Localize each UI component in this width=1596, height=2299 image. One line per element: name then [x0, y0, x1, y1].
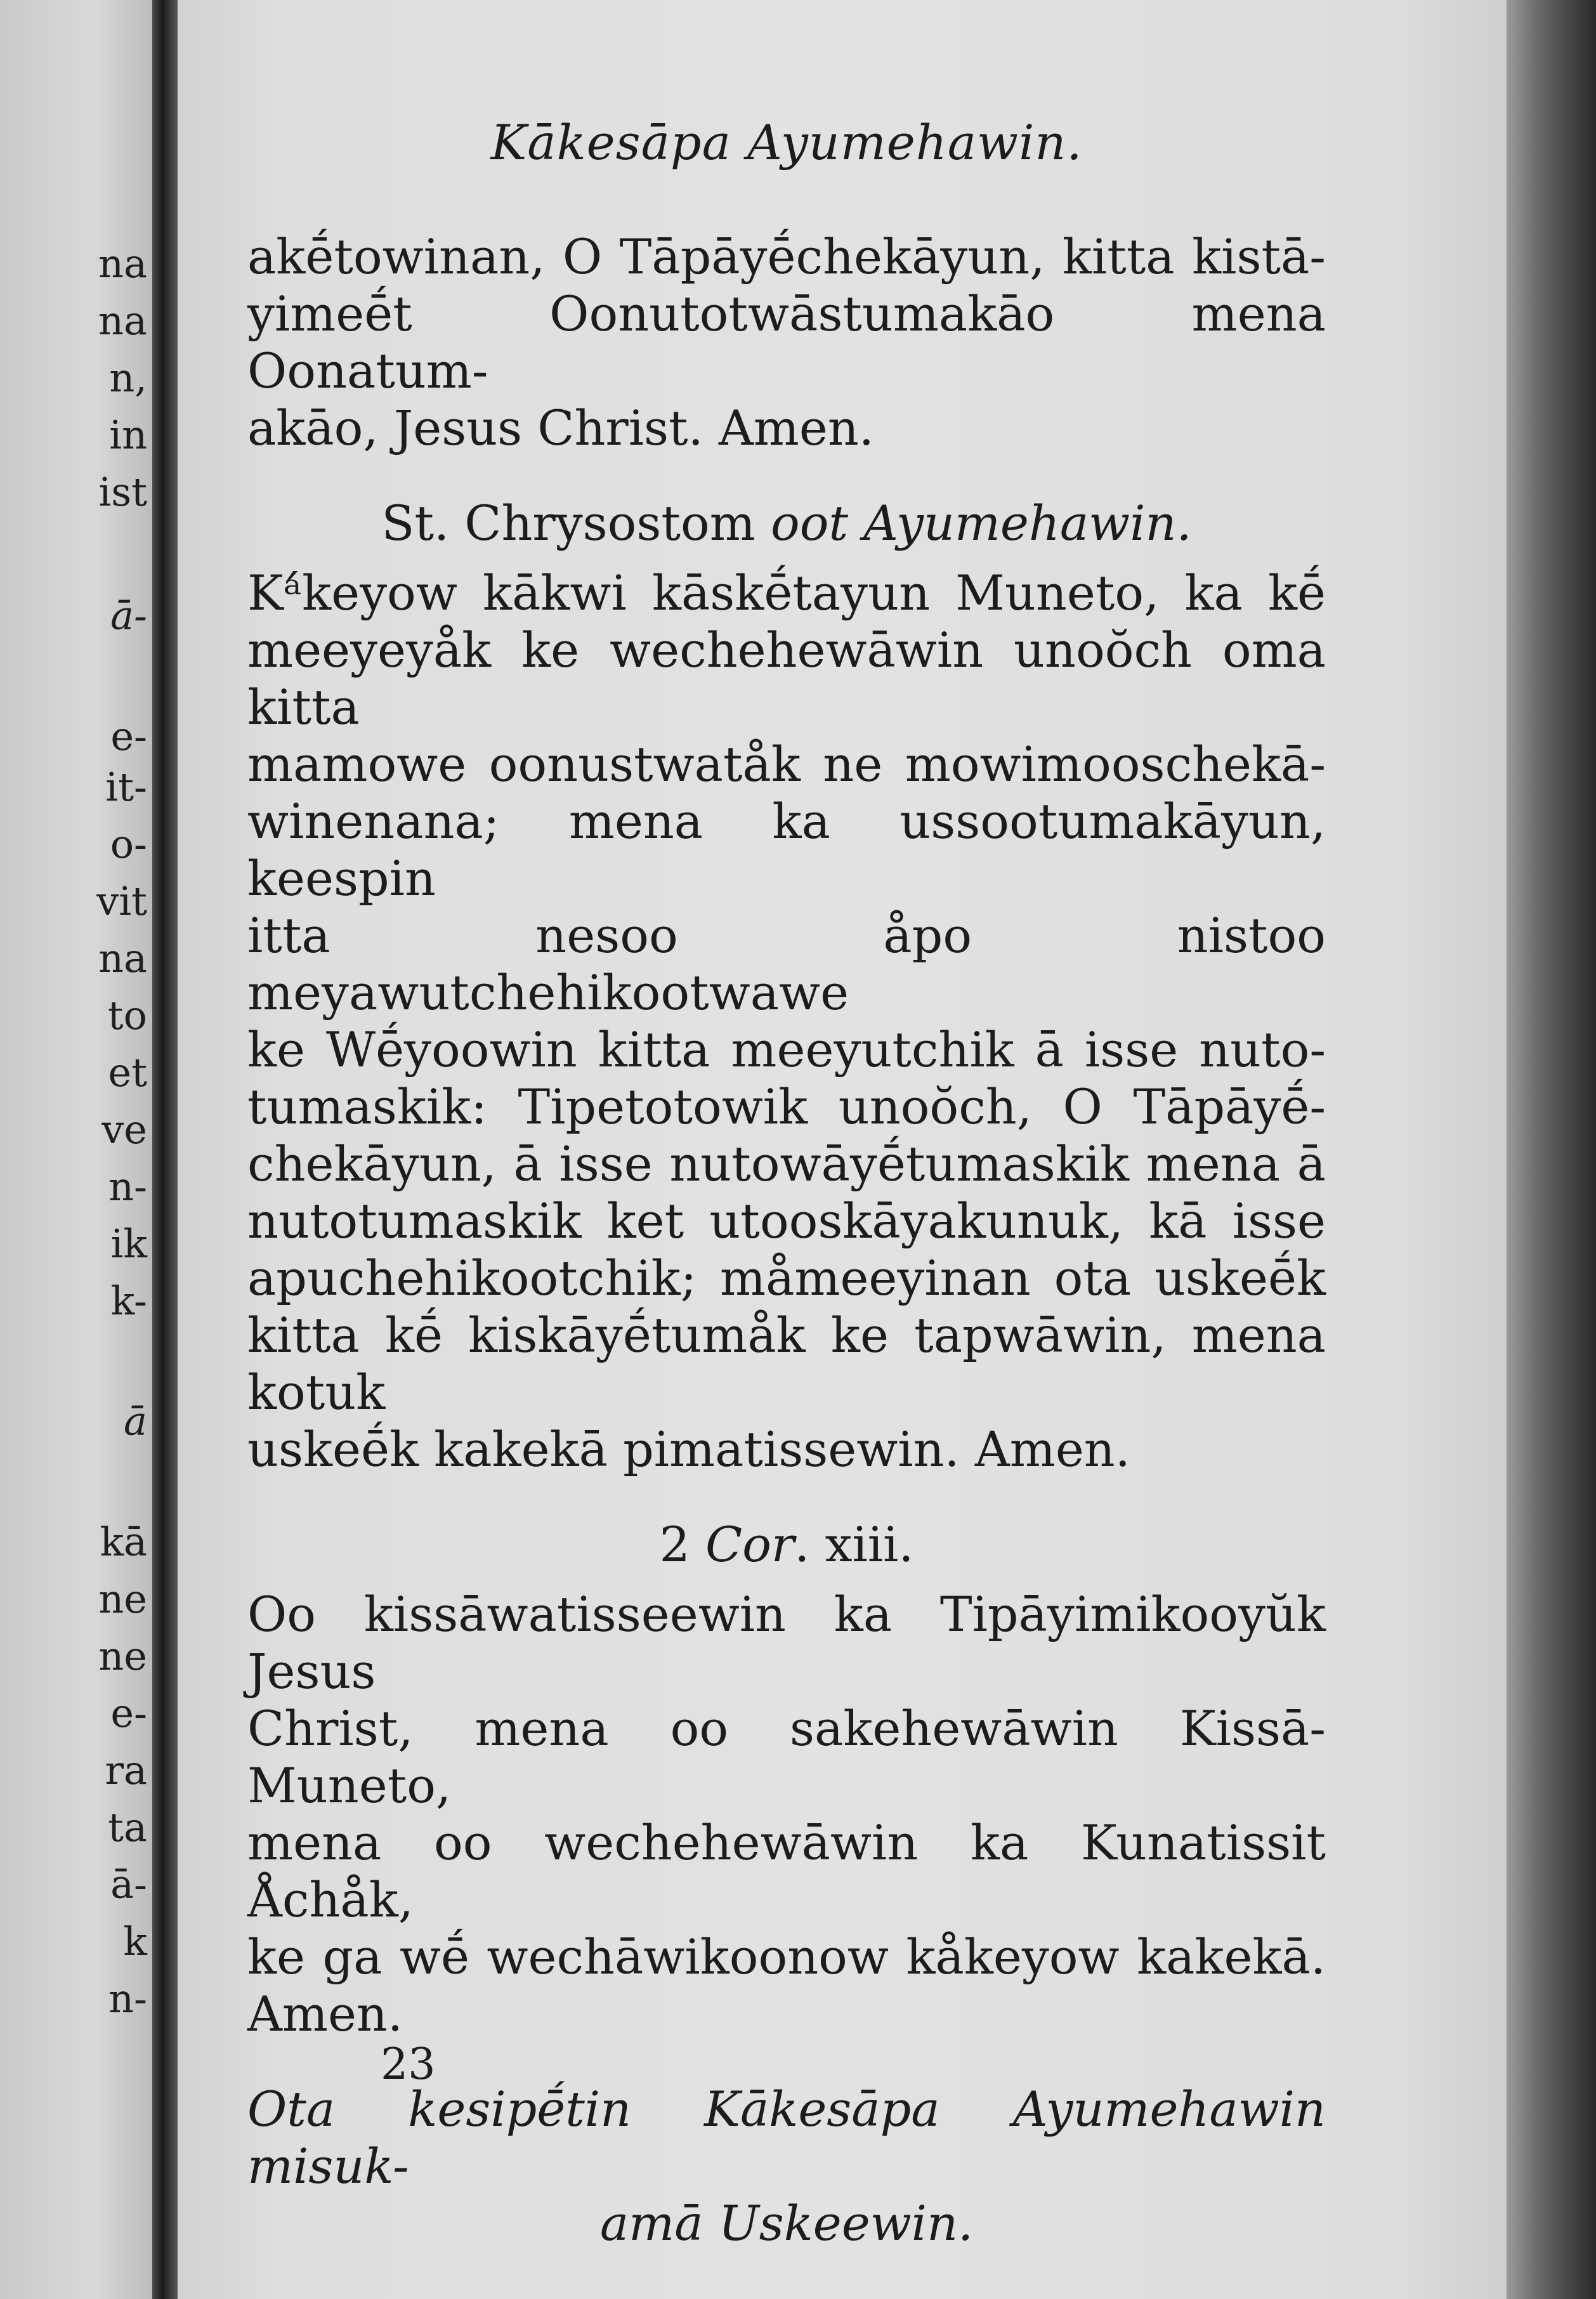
- text-line: kitta kḗ kiskāyḗtumåk ke tapwāwin, mena kotuk: [247, 1307, 1326, 1420]
- facing-page-fragment: ra: [105, 1747, 147, 1793]
- text-line: chekāyun, ā isse nutowāyḗtumaskik mena ā: [247, 1136, 1326, 1192]
- facing-page-fragment: ne: [98, 1633, 147, 1679]
- facing-page-fragment: ā-: [110, 1861, 147, 1908]
- facing-page-fragment: kā: [100, 1519, 147, 1565]
- text-line: yimeḗt Oonutotwāstumakāo mena Oonatum-: [247, 285, 1326, 399]
- text-line: winenana; mena ka ussootumakāyun, keespin: [247, 793, 1326, 907]
- facing-page: [0, 0, 152, 2299]
- text-line: akāo, Jesus Christ. Amen.: [247, 400, 874, 456]
- paragraph-3: [247, 1586, 1326, 2043]
- section-title-italic: oot Ayumehawin.: [770, 495, 1192, 551]
- facing-page-fragment: to: [107, 992, 147, 1038]
- facing-page-fragment: it-: [105, 764, 147, 810]
- page-number: 23: [381, 2040, 436, 2090]
- text-line: Ota kesipḗtin Kākesāpa Ayumehawin misuk-: [247, 2081, 1326, 2194]
- facing-page-fragment: ā: [124, 1398, 147, 1444]
- facing-page-fragment: o-: [110, 821, 147, 867]
- facing-page-fragment: ik: [110, 1221, 147, 1267]
- paragraph-2: [247, 565, 1326, 1478]
- text-line: ke Wḗyoowin kitta meeyutchik ā isse nuto-: [247, 1021, 1326, 1078]
- facing-page-fragment: k-: [110, 1278, 147, 1324]
- facing-page-fragment: e-: [110, 1690, 147, 1736]
- text-line: itta nesoo åpo nistoo meyawutchehikootwawe: [247, 907, 1326, 1021]
- text-line: Amen.: [247, 1986, 403, 2042]
- text-line: ke ga wḗ wechāwikoonow kåkeyow kakekā.: [247, 1929, 1326, 1985]
- text-line: mamowe oonustwatåk ne mowimooschekā-: [247, 736, 1326, 792]
- facing-page-fragment: vit: [96, 878, 147, 924]
- facing-page-fragment: na: [98, 298, 147, 344]
- facing-page-fragment: k: [123, 1918, 147, 1965]
- text-line: Kᵃ́keyow kākwi kāskḗtayun Muneto, ka kḗ: [247, 565, 1326, 621]
- facing-page-fragment: in: [109, 412, 147, 458]
- closing-rubric: [247, 2081, 1326, 2252]
- text-line: meeyeyåk ke wechehewāwin unoŏch oma kitta: [247, 622, 1326, 735]
- text-line: apuchehikootchik; måmeeyinan ota uskeḗk: [247, 1250, 1326, 1306]
- section-title-roman-2: . xiii.: [794, 1516, 914, 1573]
- facing-page-fragment: n-: [108, 1163, 147, 1210]
- paragraph-1: [247, 228, 1326, 457]
- text-line: akḗtowinan, O Tāpāyḗchekāyun, kitta kistā-: [247, 228, 1326, 285]
- book-gutter: [152, 0, 178, 2299]
- facing-page-fragment: n-: [108, 1975, 147, 2022]
- section-title-roman: St. Chrysostom: [381, 495, 771, 551]
- section-title-chrysostom: [247, 495, 1326, 552]
- text-line: uskeḗk kakekā pimatissewin. Amen.: [247, 1421, 1130, 1477]
- facing-page-fragment: ā-: [110, 593, 147, 639]
- page-text: [247, 114, 1326, 2252]
- facing-page-fragment: ta: [108, 1804, 147, 1850]
- section-title-cor: [247, 1516, 1326, 1573]
- text-line: amā Uskeewin.: [599, 2195, 974, 2251]
- facing-page-fragment: na: [98, 935, 147, 981]
- running-header: Kākesāpa Ayumehawin.: [490, 114, 1083, 171]
- text-line: Oo kissāwatisseewin ka Tipāyimikooyŭk Jesus: [247, 1586, 1326, 1700]
- facing-page-fragment: ne: [98, 1576, 147, 1622]
- text-line: mena oo wechehewāwin ka Kunatissit Åchåk,: [247, 1814, 1326, 1928]
- section-title-roman: 2: [659, 1516, 705, 1573]
- text-line: nutotumaskik ket utooskāyakunuk, kā isse: [247, 1193, 1326, 1249]
- facing-page-fragment: ist: [98, 469, 147, 515]
- facing-page-fragment: n,: [109, 355, 147, 401]
- facing-page-fragment: na: [98, 240, 147, 287]
- facing-page-fragment: ve: [101, 1106, 147, 1153]
- facing-page-fragment: et: [108, 1049, 147, 1096]
- facing-page-fragment: e-: [110, 713, 147, 759]
- text-line: tumaskik: Tipetotowik unoŏch, O Tāpāyḗ-: [247, 1078, 1326, 1135]
- section-title-italic: Cor: [705, 1516, 795, 1573]
- page-edge: [1507, 0, 1596, 2299]
- text-line: Christ, mena oo sakehewāwin Kissā-Muneto,: [247, 1700, 1326, 1814]
